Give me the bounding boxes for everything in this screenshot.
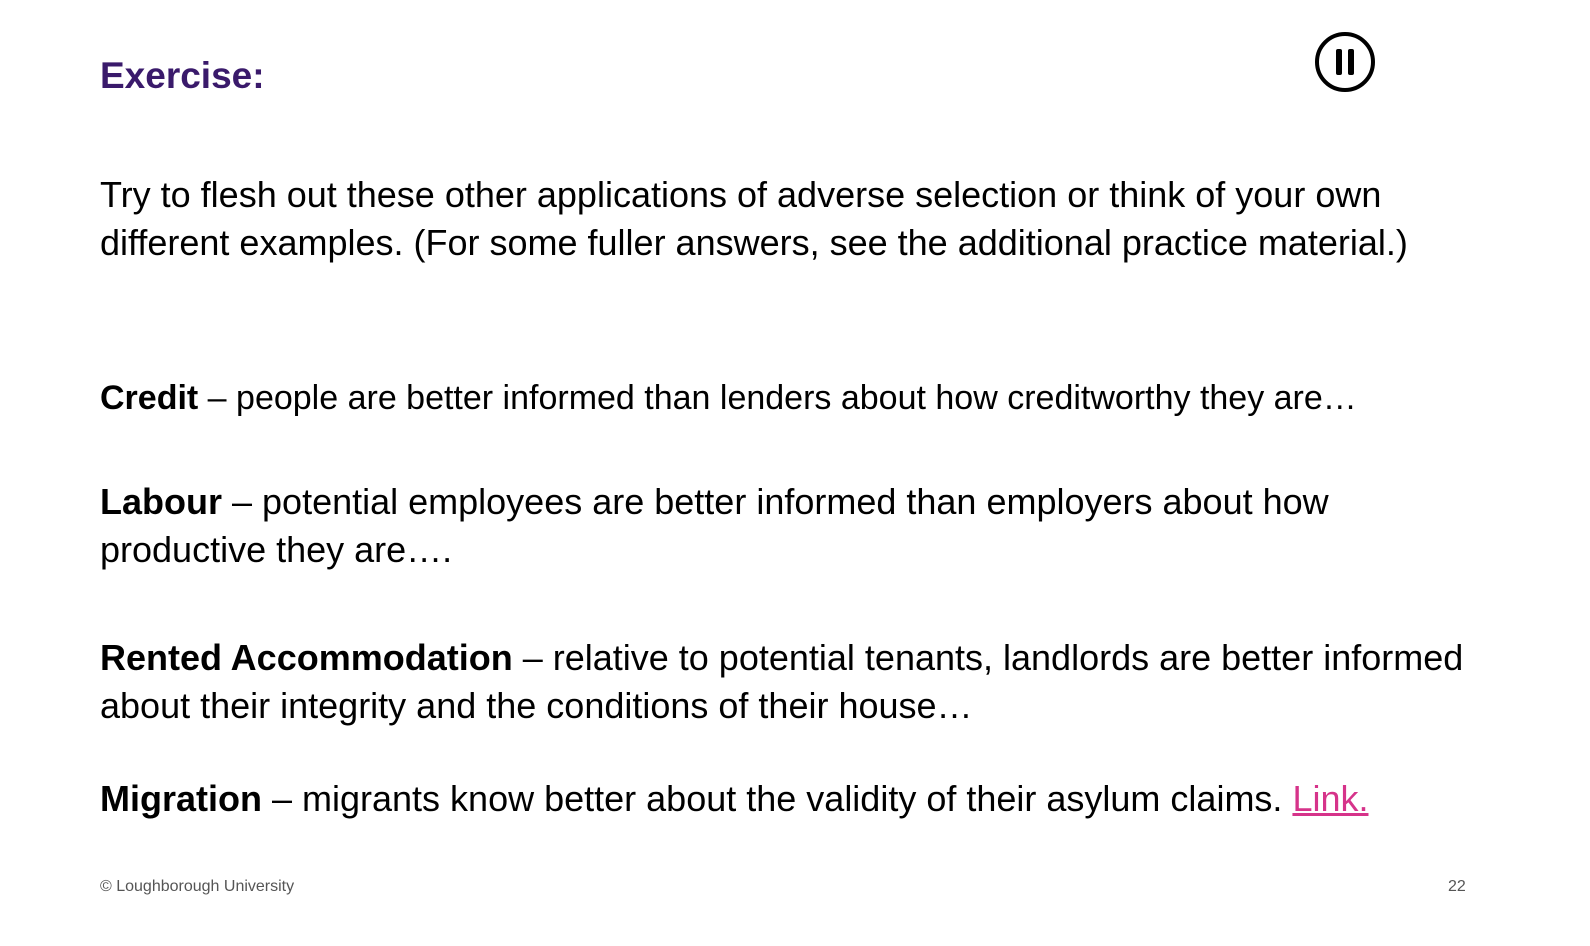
- slide-title: Exercise:: [100, 55, 265, 96]
- item-rented-accommodation: [100, 634, 1500, 730]
- item-text: – relative to potential tenants, landlords are better informed about their integrity and the conditions of their house…: [100, 637, 1464, 726]
- footer-copyright: © Loughborough University: [100, 878, 295, 895]
- item-term: Rented Accommodation: [100, 637, 513, 678]
- item-term: Labour: [100, 481, 222, 522]
- item-text: – people are better informed than lenders about how creditworthy they are…: [198, 379, 1357, 417]
- intro-paragraph: Try to flesh out these other applications of adverse selection or think of your own different examples. (For some fuller answers, see the additional practice material.): [100, 174, 1408, 263]
- item-credit: [100, 374, 1500, 422]
- item-text: – potential employees are better informed than employers about how productive they are….: [100, 481, 1329, 570]
- item-term: Migration: [100, 778, 262, 819]
- page-number: 22: [1448, 878, 1466, 895]
- item-labour: [100, 478, 1500, 574]
- migration-link[interactable]: Link.: [1292, 778, 1369, 819]
- pause-button[interactable]: [1314, 31, 1376, 93]
- pause-circle-icon: [1314, 31, 1376, 93]
- item-term: Credit: [100, 379, 199, 417]
- item-migration: [100, 775, 1500, 823]
- item-text: – migrants know better about the validity of their asylum claims.: [261, 778, 1293, 819]
